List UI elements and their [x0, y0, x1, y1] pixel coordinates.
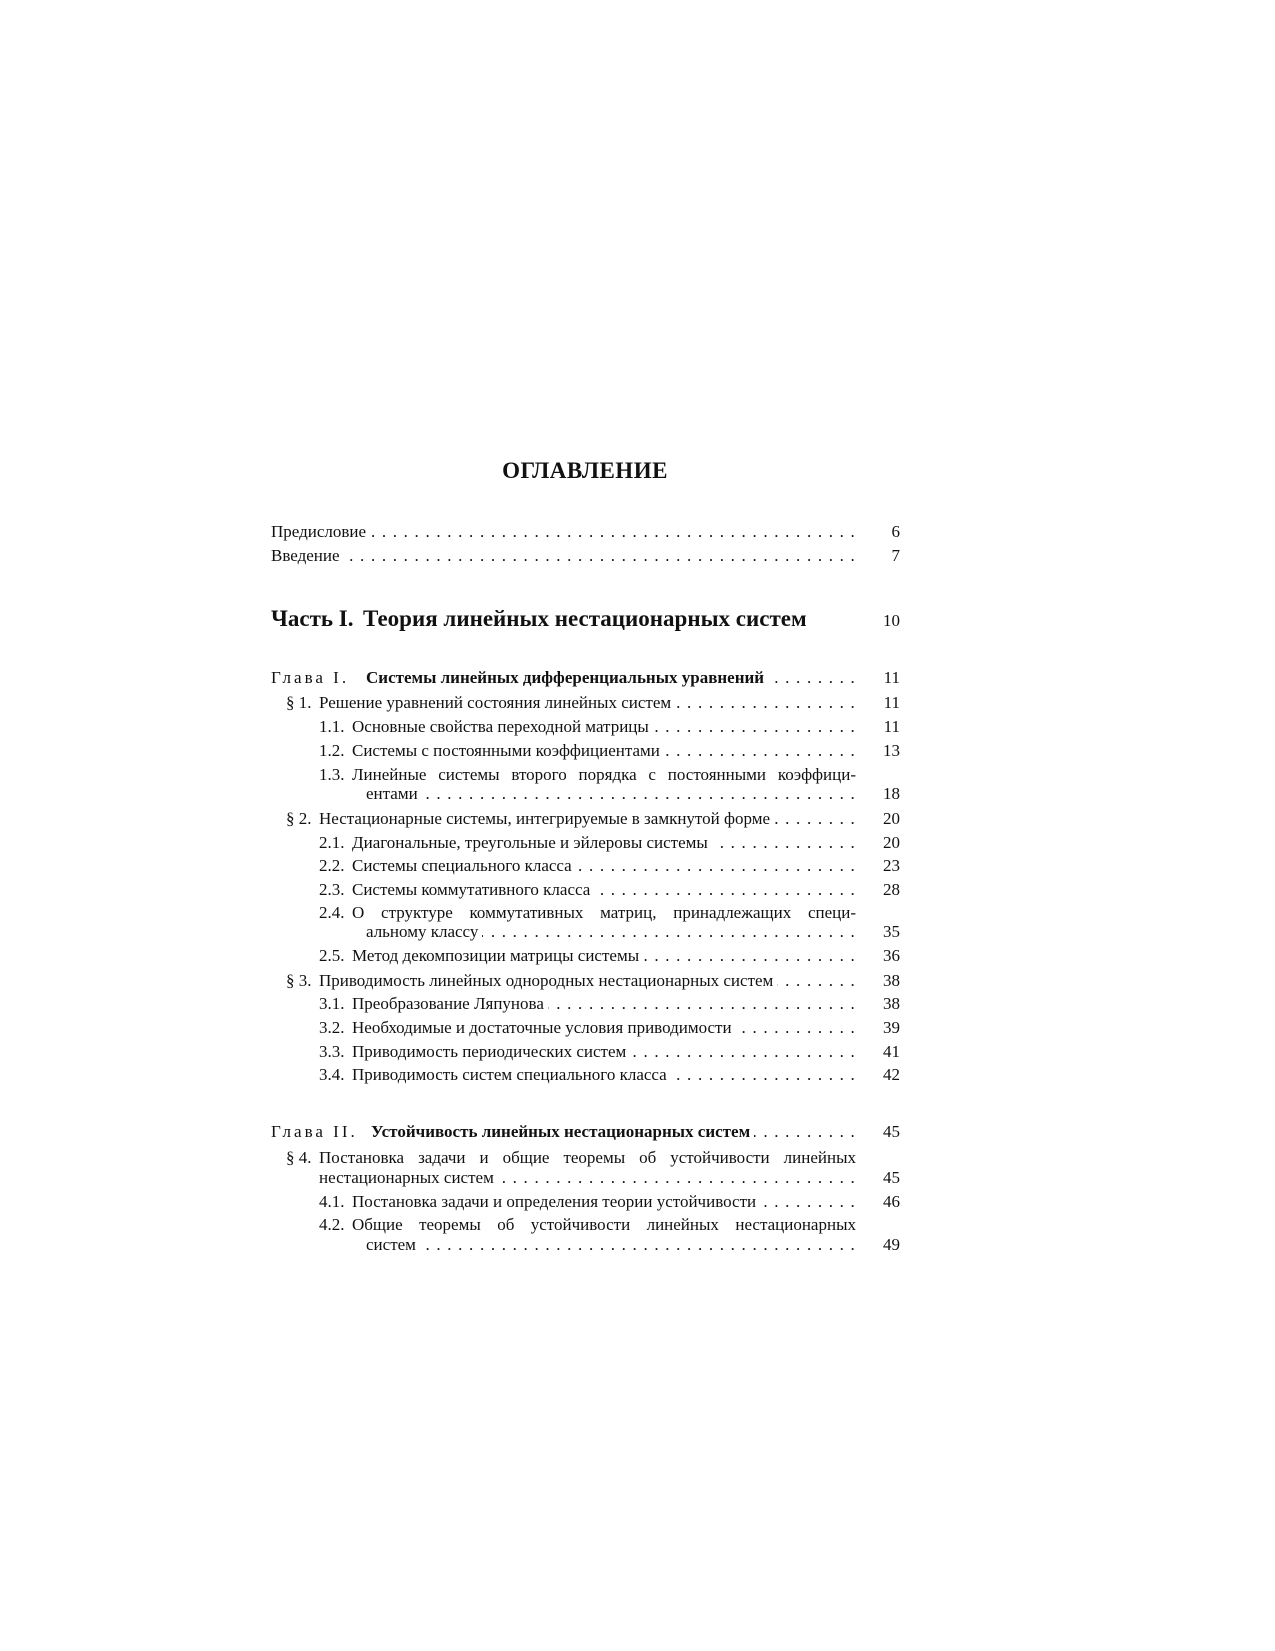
section-number: 2.2.	[319, 856, 345, 875]
dot-leader	[422, 782, 856, 806]
dot-leader	[671, 1063, 856, 1087]
page-number: 28	[883, 880, 900, 899]
entry-text: Общие теоремы об устойчивости линейных нестационарных	[352, 1215, 856, 1234]
chapter-title: Системы линейных дифференциальных уравнений	[366, 668, 765, 687]
dot-leader	[774, 807, 856, 831]
part-label: Часть I.	[271, 606, 354, 631]
page-number: 36	[883, 946, 900, 965]
entry-text: альному классу	[366, 922, 479, 941]
page-number: 23	[883, 856, 900, 875]
page-number: 7	[891, 546, 900, 565]
toc-subsection	[271, 1040, 900, 1064]
dot-leader	[630, 1040, 856, 1064]
toc-subsection-cont	[271, 782, 900, 806]
page-number: 39	[883, 1018, 900, 1037]
page-number: 10	[883, 611, 900, 630]
entry-text: Основные свойства переходной матрицы	[352, 717, 649, 736]
page-number: 18	[883, 784, 900, 803]
toc-subsection-cont	[271, 1233, 900, 1257]
page-number: 11	[883, 717, 900, 736]
page-number: 11	[883, 668, 900, 687]
page-number: 49	[883, 1235, 900, 1254]
section-number: § 3.	[286, 971, 312, 990]
page-number: 38	[883, 971, 900, 990]
entry-text: Постановка задачи и определения теории устойчивости	[352, 1192, 757, 1211]
page-number: 45	[883, 1168, 900, 1187]
dot-leader	[760, 1190, 856, 1214]
dot-leader	[576, 854, 856, 878]
entry-text: Приводимость систем специального класса	[352, 1065, 667, 1084]
dot-leader	[754, 1120, 856, 1144]
toc-subsection	[271, 944, 900, 968]
section-number: 3.4.	[319, 1065, 345, 1084]
page-number: 13	[883, 741, 900, 760]
page-number: 41	[883, 1042, 900, 1061]
page-number: 35	[883, 922, 900, 941]
entry-text: Системы с постоянными коэффициентами	[352, 741, 660, 760]
section-number: 2.5.	[319, 946, 345, 965]
page-number: 11	[883, 693, 900, 712]
toc-subsection	[271, 1190, 900, 1214]
entry-text: О структуре коммутативных матриц, принадлежащих специ-	[352, 903, 856, 922]
section-number: § 2.	[286, 809, 312, 828]
toc-subsection	[271, 1063, 900, 1087]
entry-text: Приводимость линейных однородных нестационарных систем	[319, 971, 774, 990]
dot-leader	[777, 969, 856, 993]
dot-leader	[643, 944, 856, 968]
dot-leader	[675, 691, 856, 715]
page-title: ОГЛАВЛЕНИЕ	[502, 458, 668, 483]
section-number: 4.2.	[319, 1215, 345, 1234]
section-number: 4.1.	[319, 1192, 345, 1211]
dot-leader	[548, 992, 856, 1016]
dot-leader	[370, 520, 856, 544]
page-number: 6	[891, 522, 900, 541]
dot-leader	[344, 544, 856, 568]
entry-text: Нестационарные системы, интегрируемые в замкнутой форме	[319, 809, 771, 828]
toc-entry	[271, 520, 900, 544]
section-number: 1.2.	[319, 741, 345, 760]
toc-subsection	[271, 854, 900, 878]
page-number: 38	[883, 994, 900, 1013]
section-number: 1.1.	[319, 717, 345, 736]
toc-subsection	[271, 715, 900, 739]
section-number: § 1.	[286, 693, 312, 712]
dot-leader	[736, 1016, 856, 1040]
entry-text: систем	[366, 1235, 416, 1254]
section-number: 3.1.	[319, 994, 345, 1013]
toc-chapter	[271, 1120, 900, 1144]
page-number: 42	[883, 1065, 900, 1084]
toc-part	[271, 604, 900, 634]
dot-leader	[768, 666, 856, 690]
entry-text: Преобразование Ляпунова	[352, 994, 544, 1013]
toc-section	[271, 969, 900, 993]
toc-subsection	[271, 739, 900, 763]
page-number: 46	[883, 1192, 900, 1211]
toc-subsection	[271, 992, 900, 1016]
page-number: 45	[883, 1122, 900, 1141]
toc-subsection	[271, 878, 900, 902]
part-title: Теория линейных нестационарных систем	[363, 606, 807, 631]
dot-leader	[594, 878, 856, 902]
chapter-label: Глава II.	[271, 1122, 358, 1141]
section-number: § 4.	[286, 1148, 312, 1167]
dot-leader	[664, 739, 856, 763]
entry-text: ентами	[366, 784, 418, 803]
toc-section	[271, 807, 900, 831]
entry-text: Метод декомпозиции матрицы системы	[352, 946, 640, 965]
dot-leader	[653, 715, 856, 739]
entry-text: Необходимые и достаточные условия приводимости	[352, 1018, 732, 1037]
chapter-title: Устойчивость линейных нестационарных систем	[371, 1122, 751, 1141]
entry-text: Системы специального класса	[352, 856, 572, 875]
section-number: 2.4.	[319, 903, 345, 922]
toc-section-cont	[271, 1166, 900, 1190]
dot-leader	[712, 831, 856, 855]
entry-text: Приводимость периодических систем	[352, 1042, 627, 1061]
chapter-label: Глава I.	[271, 668, 350, 687]
toc-chapter	[271, 666, 900, 690]
section-number: 3.3.	[319, 1042, 345, 1061]
toc-section	[271, 691, 900, 715]
toc-entry	[271, 544, 900, 568]
dot-leader	[420, 1233, 856, 1257]
entry-text: Введение	[271, 546, 340, 565]
dot-leader	[498, 1166, 856, 1190]
page-number: 20	[883, 809, 900, 828]
entry-text: Постановка задачи и общие теоремы об устойчивости линейных	[319, 1148, 856, 1167]
entry-text: Решение уравнений состояния линейных систем	[319, 693, 672, 712]
entry-text: Системы коммутативного класса	[352, 880, 591, 899]
entry-text: Диагональные, треугольные и эйлеровы системы	[352, 833, 708, 852]
toc-subsection	[271, 831, 900, 855]
entry-text: Предисловие	[271, 522, 367, 541]
section-number: 1.3.	[319, 765, 345, 784]
entry-text: нестационарных систем	[319, 1168, 494, 1187]
section-number: 2.1.	[319, 833, 345, 852]
section-number: 2.3.	[319, 880, 345, 899]
section-number: 3.2.	[319, 1018, 345, 1037]
toc-subsection	[271, 1016, 900, 1040]
entry-text: Линейные системы второго порядка с постоянными коэффици-	[352, 765, 856, 784]
toc-subsection-cont	[271, 920, 900, 944]
page-number: 20	[883, 833, 900, 852]
dot-leader	[482, 920, 856, 944]
